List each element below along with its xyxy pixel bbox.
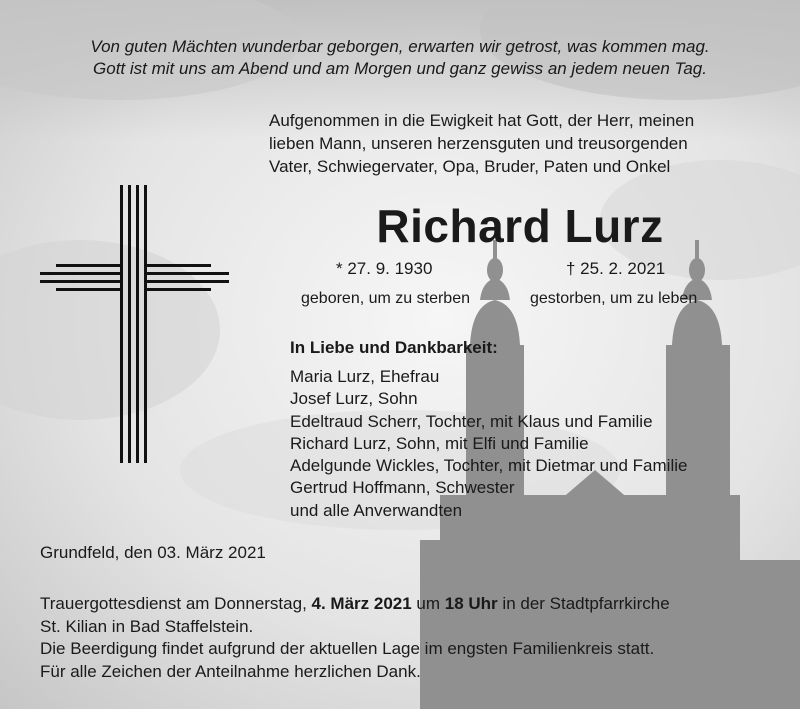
- service-line-2: St. Kilian in Bad Staffelstein.: [40, 616, 254, 636]
- death-motto: gestorben, um zu leben: [530, 290, 698, 307]
- death-date: † 25. 2. 2021: [566, 259, 666, 278]
- service-text: Trauergottesdienst am Donnerstag,: [40, 594, 312, 613]
- service-text: in der Stadtpfarrkirche: [497, 594, 670, 613]
- quote-line: Gott ist mit uns am Abend und am Morgen und ganz gewiss an jedem neuen Tag.: [93, 59, 707, 78]
- service-time: 18 Uhr: [444, 594, 498, 613]
- intro-text: [269, 109, 789, 178]
- intro-line: Vater, Schwiegervater, Opa, Bruder, Paten und Onkel: [269, 157, 671, 176]
- service-line-1: [40, 593, 780, 616]
- mourner-item: Richard Lurz, Sohn, mit Elfi und Familie: [290, 433, 589, 453]
- bible-quote: [0, 36, 800, 80]
- quote-line: Von guten Mächten wunderbar geborgen, erwarten wir getrost, was kommen mag.: [90, 37, 710, 56]
- mourner-item: Maria Lurz, Ehefrau: [290, 367, 440, 386]
- birth-motto: geboren, um zu sterben: [301, 290, 470, 307]
- service-line-3: Die Beerdigung findet aufgrund der aktuellen Lage im engsten Familienkreis statt.: [40, 639, 655, 658]
- deceased-name: Richard Lurz: [376, 200, 664, 252]
- intro-line: Aufgenommen in die Ewigkeit hat Gott, der Herr, meinen: [269, 111, 695, 130]
- service-line-4: Für alle Zeichen der Anteilnahme herzlichen Dank.: [40, 661, 421, 681]
- service-date: 4. März 2021: [311, 594, 412, 613]
- mourner-item: Gertrud Hoffmann, Schwester: [290, 478, 515, 498]
- place-date: Grundfeld, den 03. März 2021: [40, 543, 266, 562]
- intro-line: lieben Mann, unseren herzensguten und treusorgenden: [269, 134, 688, 153]
- mourner-item: Josef Lurz, Sohn: [290, 389, 418, 409]
- mourner-item: und alle Anverwandten: [290, 500, 463, 520]
- mourners-list: [290, 366, 687, 522]
- mourner-item: Adelgunde Wickles, Tochter, mit Dietmar und Familie: [290, 456, 688, 476]
- mourner-item: Edeltraud Scherr, Tochter, mit Klaus und Familie: [290, 411, 653, 431]
- birth-date: * 27. 9. 1930: [336, 259, 433, 278]
- service-info: [40, 593, 780, 683]
- mourners-heading: In Liebe und Dankbarkeit:: [290, 338, 498, 357]
- service-text: um: [411, 594, 445, 613]
